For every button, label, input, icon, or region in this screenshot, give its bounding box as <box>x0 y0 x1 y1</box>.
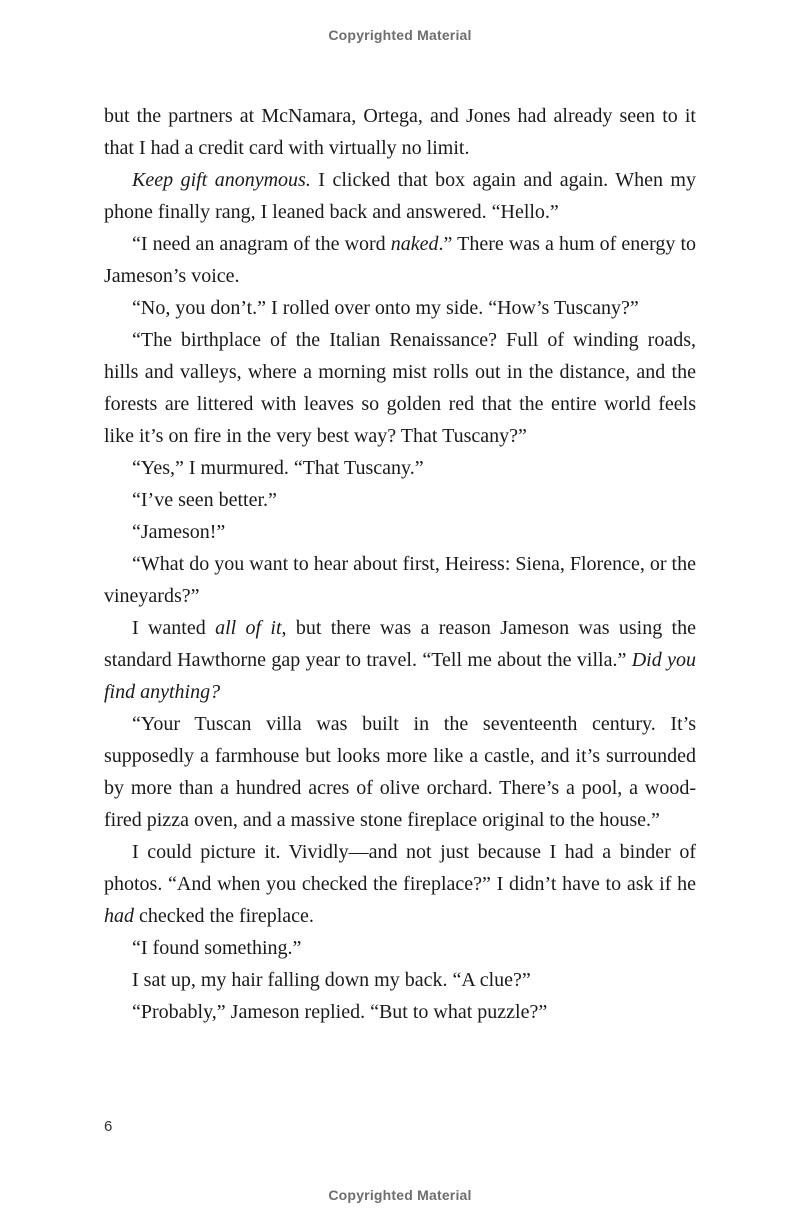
paragraph <box>104 548 696 612</box>
text-run: .” There was a hum of energy to Jameson’s voice. <box>104 233 697 287</box>
paragraph <box>104 516 696 548</box>
italic-run: naked <box>390 233 439 255</box>
text-run: I sat up, my hair falling down my back. “A clue?” <box>132 969 531 991</box>
paragraph <box>104 292 696 324</box>
paragraph <box>104 452 696 484</box>
text-run: “I’ve seen better.” <box>132 489 277 511</box>
italic-run: Did you find anything? <box>104 649 696 703</box>
text-run: I could picture it. Vividly—and not just because I had a binder of photos. “And when you checked the fireplace?” I didn’t have to ask if he <box>104 841 696 895</box>
paragraph <box>104 484 696 516</box>
italic-run: Keep gift anonymous. <box>132 169 311 191</box>
paragraph <box>104 996 696 1028</box>
text-run: I clicked that box again and again. When my phone finally rang, I leaned back and answered. “Hello.” <box>104 169 696 223</box>
paragraph <box>104 164 696 228</box>
text-run: “I found something.” <box>132 937 302 959</box>
paragraph <box>104 836 696 932</box>
page-number: 6 <box>104 1118 113 1135</box>
italic-run: all of it <box>215 617 282 639</box>
paragraph <box>104 964 696 996</box>
paragraph <box>104 612 696 708</box>
copyright-watermark-top: Copyrighted Material <box>328 27 472 43</box>
text-run: but the partners at McNamara, Ortega, and Jones had already seen to it that I had a credit card with virtually no limit. <box>104 105 696 159</box>
text-run: “What do you want to hear about first, Heiress: Siena, Florence, or the vineyards?” <box>104 553 696 607</box>
copyright-watermark-bottom: Copyrighted Material <box>328 1187 472 1203</box>
paragraph <box>104 100 696 164</box>
text-run: “Jameson!” <box>132 521 226 543</box>
text-run: “The birthplace of the Italian Renaissance? Full of winding roads, hills and valleys, where a morning mist rolls out in the distance, and the forests are littered with leaves so golden red that the entire world feels like it’s on fire in the very best way? That Tuscany?” <box>104 329 696 447</box>
text-run: “I need an anagram of the word <box>132 233 391 255</box>
paragraph <box>104 708 696 836</box>
paragraph <box>104 324 696 452</box>
text-run: checked the fireplace. <box>134 905 314 927</box>
text-run: “Probably,” Jameson replied. “But to what puzzle?” <box>132 1001 548 1023</box>
italic-run: had <box>104 905 134 927</box>
paragraph <box>104 228 696 292</box>
text-run: “No, you don’t.” I rolled over onto my side. “How’s Tuscany?” <box>132 297 639 319</box>
text-run: “Yes,” I murmured. “That Tuscany.” <box>132 457 424 479</box>
paragraph <box>104 932 696 964</box>
text-run: I wanted <box>132 617 216 639</box>
text-run: , but there was a reason Jameson was using the standard Hawthorne gap year to travel. “Tell me about the villa.” <box>104 617 696 671</box>
text-run: “Your Tuscan villa was built in the seventeenth century. It’s supposedly a farmhouse but looks more like a castle, and it’s surrounded by more than a hundred acres of olive orchard. There’s a pool, a wood-fired pizza oven, and a massive stone fireplace original to the house.” <box>104 713 696 831</box>
body-text <box>104 100 696 1028</box>
